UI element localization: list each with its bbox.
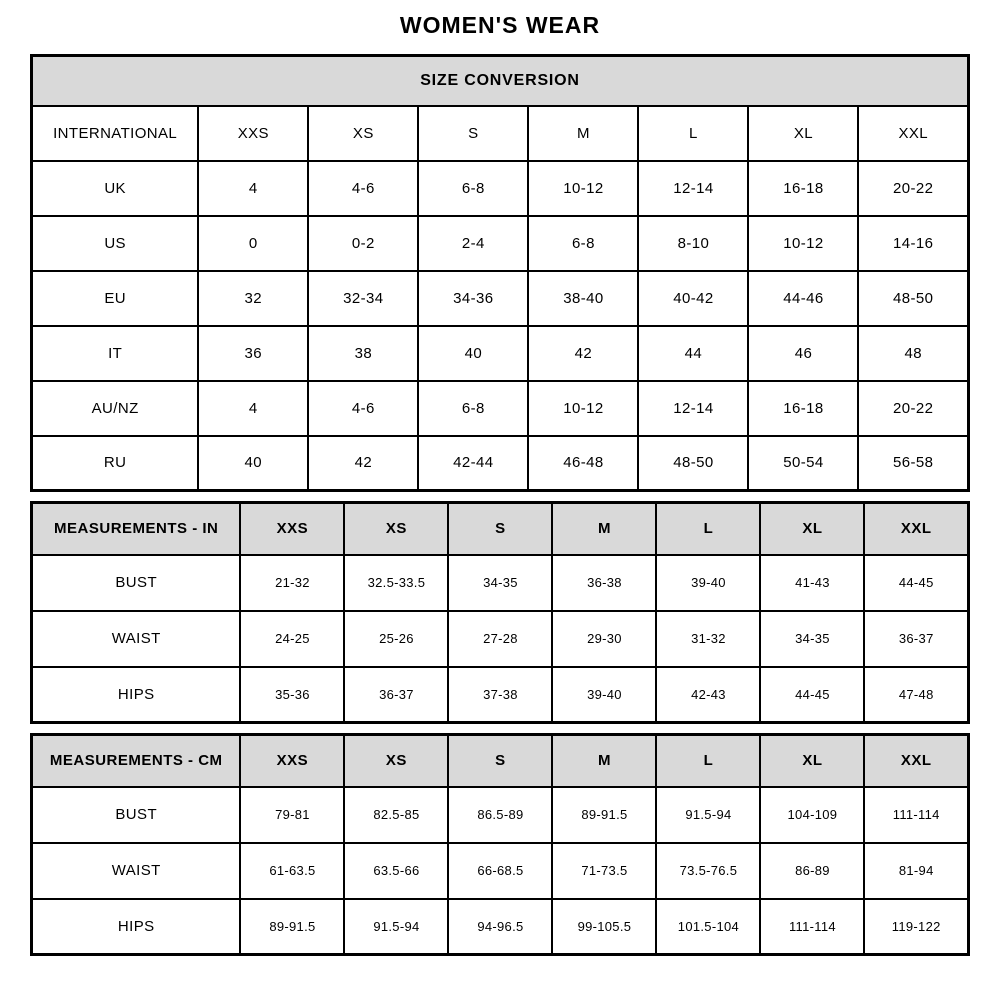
measurement-value-cell: 73.5-76.5 — [656, 843, 760, 899]
size-column-header: XL — [748, 106, 858, 161]
measurement-value-cell: 61-63.5 — [240, 843, 344, 899]
size-value-cell: 16-18 — [748, 381, 858, 436]
size-value-cell: 6-8 — [418, 381, 528, 436]
region-row-label: RU — [32, 436, 199, 491]
measurements-cm-table — [30, 733, 970, 956]
size-value-cell: 46-48 — [528, 436, 638, 491]
size-conversion-table — [30, 54, 970, 492]
size-column-header: XS — [344, 503, 448, 555]
measurement-value-cell: 86.5-89 — [448, 787, 552, 843]
size-column-header: L — [638, 106, 748, 161]
measurement-value-cell: 47-48 — [864, 667, 968, 723]
size-column-header: S — [448, 735, 552, 787]
size-column-header: XXL — [864, 735, 968, 787]
measurement-value-cell: 39-40 — [656, 555, 760, 611]
size-value-cell: 40-42 — [638, 271, 748, 326]
measurement-value-cell: 36-37 — [864, 611, 968, 667]
size-value-cell: 12-14 — [638, 381, 748, 436]
size-value-cell: 40 — [418, 326, 528, 381]
size-column-header: L — [656, 503, 760, 555]
size-value-cell: 56-58 — [858, 436, 968, 491]
measurement-value-cell: 66-68.5 — [448, 843, 552, 899]
size-value-cell: 46 — [748, 326, 858, 381]
size-value-cell: 14-16 — [858, 216, 968, 271]
measurement-value-cell: 34-35 — [760, 611, 864, 667]
measurement-value-cell: 101.5-104 — [656, 899, 760, 955]
measurement-value-cell: 91.5-94 — [344, 899, 448, 955]
size-column-header: XXL — [864, 503, 968, 555]
measurement-row-label: WAIST — [32, 611, 241, 667]
measurement-value-cell: 81-94 — [864, 843, 968, 899]
size-value-cell: 40 — [198, 436, 308, 491]
measurement-row — [32, 555, 969, 611]
measurement-value-cell: 63.5-66 — [344, 843, 448, 899]
size-conversion-row — [32, 326, 969, 381]
size-column-header: M — [528, 106, 638, 161]
size-value-cell: 4 — [198, 161, 308, 216]
measurement-value-cell: 86-89 — [760, 843, 864, 899]
measurement-value-cell: 99-105.5 — [552, 899, 656, 955]
size-column-header: XXL — [858, 106, 968, 161]
size-value-cell: 6-8 — [528, 216, 638, 271]
size-value-cell: 16-18 — [748, 161, 858, 216]
size-value-cell: 10-12 — [748, 216, 858, 271]
size-conversion-title: SIZE CONVERSION — [32, 56, 969, 106]
size-column-header: XL — [760, 503, 864, 555]
measurement-value-cell: 42-43 — [656, 667, 760, 723]
measurement-value-cell: 36-37 — [344, 667, 448, 723]
size-conversion-row — [32, 161, 969, 216]
measurement-value-cell: 71-73.5 — [552, 843, 656, 899]
measurement-value-cell: 104-109 — [760, 787, 864, 843]
size-value-cell: 42 — [308, 436, 418, 491]
measurement-value-cell: 79-81 — [240, 787, 344, 843]
measurement-row-label: BUST — [32, 555, 241, 611]
size-value-cell: 12-14 — [638, 161, 748, 216]
measurement-value-cell: 32.5-33.5 — [344, 555, 448, 611]
size-value-cell: 42 — [528, 326, 638, 381]
measurement-row — [32, 787, 969, 843]
size-conversion-column-header-row — [32, 106, 969, 161]
size-value-cell: 0 — [198, 216, 308, 271]
measurement-value-cell: 39-40 — [552, 667, 656, 723]
size-value-cell: 0-2 — [308, 216, 418, 271]
size-value-cell: 20-22 — [858, 161, 968, 216]
size-value-cell: 10-12 — [528, 161, 638, 216]
measurements-cm-body — [32, 787, 969, 955]
size-value-cell: 48 — [858, 326, 968, 381]
measurements-in-title: MEASUREMENTS - IN — [32, 503, 241, 555]
region-row-label: US — [32, 216, 199, 271]
measurement-value-cell: 27-28 — [448, 611, 552, 667]
size-conversion-row — [32, 381, 969, 436]
region-row-label: AU/NZ — [32, 381, 199, 436]
size-column-header: XXS — [198, 106, 308, 161]
page-title: WOMEN'S WEAR — [399, 12, 601, 38]
region-row-label: IT — [32, 326, 199, 381]
measurements-in-body — [32, 555, 969, 723]
measurements-cm-title: MEASUREMENTS - CM — [32, 735, 241, 787]
measurement-value-cell: 25-26 — [344, 611, 448, 667]
measurement-value-cell: 111-114 — [864, 787, 968, 843]
size-column-header: S — [448, 503, 552, 555]
international-column-header: INTERNATIONAL — [32, 106, 199, 161]
measurement-value-cell: 29-30 — [552, 611, 656, 667]
measurement-value-cell: 36-38 — [552, 555, 656, 611]
measurement-value-cell: 37-38 — [448, 667, 552, 723]
region-row-label: UK — [32, 161, 199, 216]
measurement-row — [32, 899, 969, 955]
measurement-row — [32, 667, 969, 723]
size-value-cell: 4-6 — [308, 161, 418, 216]
measurement-row — [32, 843, 969, 899]
measurement-row — [32, 611, 969, 667]
size-conversion-row — [32, 436, 969, 491]
measurements-cm-header-row — [32, 735, 969, 787]
size-column-header: XXS — [240, 735, 344, 787]
size-value-cell: 50-54 — [748, 436, 858, 491]
size-value-cell: 20-22 — [858, 381, 968, 436]
measurement-value-cell: 119-122 — [864, 899, 968, 955]
size-column-header: S — [418, 106, 528, 161]
size-value-cell: 2-4 — [418, 216, 528, 271]
size-column-header: M — [552, 503, 656, 555]
size-value-cell: 6-8 — [418, 161, 528, 216]
size-value-cell: 32 — [198, 271, 308, 326]
measurement-value-cell: 89-91.5 — [240, 899, 344, 955]
measurement-value-cell: 41-43 — [760, 555, 864, 611]
size-value-cell: 48-50 — [638, 436, 748, 491]
size-conversion-banner-row — [32, 56, 969, 106]
measurement-value-cell: 82.5-85 — [344, 787, 448, 843]
size-value-cell: 44 — [638, 326, 748, 381]
measurement-value-cell: 44-45 — [864, 555, 968, 611]
size-value-cell: 4 — [198, 381, 308, 436]
size-value-cell: 32-34 — [308, 271, 418, 326]
size-column-header: XXS — [240, 503, 344, 555]
measurement-row-label: BUST — [32, 787, 241, 843]
measurement-value-cell: 111-114 — [760, 899, 864, 955]
size-conversion-row — [32, 216, 969, 271]
size-value-cell: 38-40 — [528, 271, 638, 326]
size-value-cell: 38 — [308, 326, 418, 381]
measurements-in-header-row — [32, 503, 969, 555]
size-value-cell: 36 — [198, 326, 308, 381]
size-column-header: M — [552, 735, 656, 787]
measurement-value-cell: 21-32 — [240, 555, 344, 611]
size-value-cell: 34-36 — [418, 271, 528, 326]
size-value-cell: 8-10 — [638, 216, 748, 271]
size-column-header: XL — [760, 735, 864, 787]
size-column-header: XS — [308, 106, 418, 161]
measurement-value-cell: 91.5-94 — [656, 787, 760, 843]
measurement-value-cell: 24-25 — [240, 611, 344, 667]
measurement-value-cell: 89-91.5 — [552, 787, 656, 843]
size-value-cell: 48-50 — [858, 271, 968, 326]
measurement-row-label: HIPS — [32, 667, 241, 723]
measurement-row-label: WAIST — [32, 843, 241, 899]
measurement-value-cell: 31-32 — [656, 611, 760, 667]
measurement-value-cell: 44-45 — [760, 667, 864, 723]
size-value-cell: 10-12 — [528, 381, 638, 436]
measurement-value-cell: 34-35 — [448, 555, 552, 611]
size-conversion-body — [32, 161, 969, 491]
measurement-value-cell: 94-96.5 — [448, 899, 552, 955]
size-column-header: L — [656, 735, 760, 787]
size-value-cell: 42-44 — [418, 436, 528, 491]
size-value-cell: 4-6 — [308, 381, 418, 436]
size-value-cell: 44-46 — [748, 271, 858, 326]
size-column-header: XS — [344, 735, 448, 787]
measurement-row-label: HIPS — [32, 899, 241, 955]
measurements-in-table — [30, 501, 970, 724]
region-row-label: EU — [32, 271, 199, 326]
size-conversion-row — [32, 271, 969, 326]
measurement-value-cell: 35-36 — [240, 667, 344, 723]
